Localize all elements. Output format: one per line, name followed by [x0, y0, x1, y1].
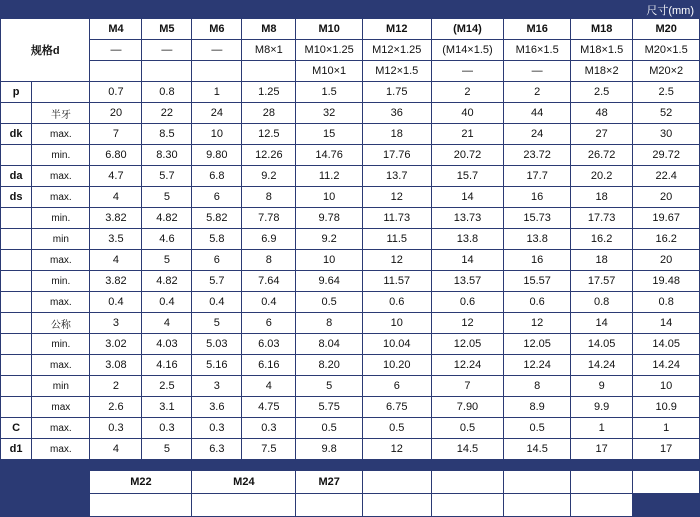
- cell: 15.7: [431, 166, 504, 187]
- row-label: [1, 313, 32, 334]
- pitch3-0: [90, 61, 142, 82]
- cell: 4.7: [90, 166, 142, 187]
- cell: 16: [504, 187, 571, 208]
- cell: 7.78: [242, 208, 296, 229]
- cell: 0.8: [633, 292, 700, 313]
- footer-spec-blank-2: [1, 494, 90, 517]
- footer-empty-1: [362, 471, 431, 494]
- cell: 14: [431, 187, 504, 208]
- cell: 9.78: [296, 208, 363, 229]
- cell: 0.6: [504, 292, 571, 313]
- cell: 10.04: [362, 334, 431, 355]
- cell: 13.8: [431, 229, 504, 250]
- cell: 9.64: [296, 271, 363, 292]
- spec-table: [0, 18, 700, 517]
- cell: 44: [504, 103, 571, 124]
- row-sub: min: [32, 229, 90, 250]
- footer-size-1: M24: [192, 471, 296, 494]
- pitch3-8: M18×2: [570, 61, 632, 82]
- row-sub: max.: [32, 166, 90, 187]
- cell: 3.1: [142, 397, 192, 418]
- cell: 30: [633, 124, 700, 145]
- row-label: [1, 355, 32, 376]
- cell: 9.80: [192, 145, 242, 166]
- cell: 14.5: [504, 439, 571, 460]
- row-label: da: [1, 166, 32, 187]
- header-row-sizes: [1, 19, 700, 40]
- cell: 5.03: [192, 334, 242, 355]
- table-row: [1, 418, 700, 439]
- cell: 12: [362, 187, 431, 208]
- table-row: [1, 376, 700, 397]
- pitch3-1: [142, 61, 192, 82]
- cell: 13.7: [362, 166, 431, 187]
- size-header-3: M8: [242, 19, 296, 40]
- pitch2-1: —: [142, 40, 192, 61]
- cell: 8: [296, 313, 363, 334]
- cell: 8: [504, 376, 571, 397]
- size-header-0: M4: [90, 19, 142, 40]
- cell: 13.57: [431, 271, 504, 292]
- cell: 14.05: [633, 334, 700, 355]
- cell: 0.5: [362, 418, 431, 439]
- cell: 8.9: [504, 397, 571, 418]
- cell: 3: [90, 313, 142, 334]
- row-label: [1, 208, 32, 229]
- row-label: [1, 271, 32, 292]
- row-sub: max.: [32, 124, 90, 145]
- cell: 11.73: [362, 208, 431, 229]
- cell: 8.30: [142, 145, 192, 166]
- footer-cell-2: [296, 494, 363, 517]
- cell: 6.8: [192, 166, 242, 187]
- footer-empty-4: [570, 471, 632, 494]
- cell: 7.90: [431, 397, 504, 418]
- table-row: [1, 187, 700, 208]
- cell: 13.73: [431, 208, 504, 229]
- cell: 24: [504, 124, 571, 145]
- table-row: [1, 82, 700, 103]
- cell: 24: [192, 103, 242, 124]
- cell: 12.5: [242, 124, 296, 145]
- cell: 14: [633, 313, 700, 334]
- cell: 6: [192, 187, 242, 208]
- cell: 20: [633, 250, 700, 271]
- pitch2-8: M18×1.5: [570, 40, 632, 61]
- cell: 12: [362, 250, 431, 271]
- cell: 17.7: [504, 166, 571, 187]
- footer-size-0: M22: [90, 471, 192, 494]
- cell: 0.4: [192, 292, 242, 313]
- cell: 0.5: [296, 292, 363, 313]
- row-sub: max.: [32, 292, 90, 313]
- cell: 20.72: [431, 145, 504, 166]
- table-row: [1, 145, 700, 166]
- pitch2-7: M16×1.5: [504, 40, 571, 61]
- cell: 23.72: [504, 145, 571, 166]
- cell: 10: [192, 124, 242, 145]
- cell: 4: [142, 313, 192, 334]
- cell: 19.67: [633, 208, 700, 229]
- cell: 8: [242, 250, 296, 271]
- unit-note: 尺寸(mm): [646, 5, 694, 17]
- cell: 6: [192, 250, 242, 271]
- cell: 7.5: [242, 439, 296, 460]
- cell: 8: [242, 187, 296, 208]
- cell: 15.57: [504, 271, 571, 292]
- cell: 5: [142, 187, 192, 208]
- spacer-cell: [1, 460, 700, 471]
- pitch2-5: M12×1.25: [362, 40, 431, 61]
- cell: 21: [431, 124, 504, 145]
- cell: 14.24: [570, 355, 632, 376]
- cell: 0.6: [431, 292, 504, 313]
- cell: 5.75: [296, 397, 363, 418]
- cell: 10.9: [633, 397, 700, 418]
- cell: 12: [504, 313, 571, 334]
- cell: 11.2: [296, 166, 363, 187]
- cell: 18: [570, 250, 632, 271]
- cell: 14: [431, 250, 504, 271]
- cell: 22: [142, 103, 192, 124]
- row-sub: min: [32, 376, 90, 397]
- table-row: [1, 292, 700, 313]
- cell: 5: [296, 376, 363, 397]
- cell: 2.5: [142, 376, 192, 397]
- cell: 10: [296, 250, 363, 271]
- cell: 11.5: [362, 229, 431, 250]
- table-row: [1, 103, 700, 124]
- cell: 17.76: [362, 145, 431, 166]
- cell: 6.16: [242, 355, 296, 376]
- row-sub: max.: [32, 418, 90, 439]
- cell: 27: [570, 124, 632, 145]
- size-header-2: M6: [192, 19, 242, 40]
- cell: 17.73: [570, 208, 632, 229]
- cell: 11.57: [362, 271, 431, 292]
- cell: 5.8: [192, 229, 242, 250]
- cell: 7: [90, 124, 142, 145]
- cell: 3.08: [90, 355, 142, 376]
- row-label: [1, 229, 32, 250]
- cell: 0.3: [90, 418, 142, 439]
- cell: 48: [570, 103, 632, 124]
- cell: 0.4: [142, 292, 192, 313]
- row-label: ds: [1, 187, 32, 208]
- row-label: [1, 397, 32, 418]
- row-sub: min.: [32, 271, 90, 292]
- row-sub: max: [32, 397, 90, 418]
- cell: 0.4: [242, 292, 296, 313]
- cell: 28: [242, 103, 296, 124]
- cell: 3.02: [90, 334, 142, 355]
- cell: 26.72: [570, 145, 632, 166]
- cell: 5: [142, 250, 192, 271]
- cell: 17: [633, 439, 700, 460]
- cell: 8.04: [296, 334, 363, 355]
- pitch2-0: —: [90, 40, 142, 61]
- footer-cell-6: [570, 494, 632, 517]
- spec-label: 规格d: [1, 19, 90, 82]
- cell: 20: [90, 103, 142, 124]
- cell: 0.5: [296, 418, 363, 439]
- cell: 2.5: [633, 82, 700, 103]
- cell: 2: [504, 82, 571, 103]
- table-row: [1, 208, 700, 229]
- cell: 3.6: [192, 397, 242, 418]
- cell: 4.03: [142, 334, 192, 355]
- header-row-pitch-2: [1, 61, 700, 82]
- cell: 0.8: [570, 292, 632, 313]
- row-label: C: [1, 418, 32, 439]
- table-row: [1, 166, 700, 187]
- row-label: [1, 376, 32, 397]
- table-row: [1, 439, 700, 460]
- cell: 0.6: [362, 292, 431, 313]
- cell: 18: [362, 124, 431, 145]
- cell: 20.2: [570, 166, 632, 187]
- cell: 0.5: [431, 418, 504, 439]
- pitch3-5: M12×1.5: [362, 61, 431, 82]
- cell: 1.5: [296, 82, 363, 103]
- cell: 3.82: [90, 208, 142, 229]
- pitch2-9: M20×1.5: [633, 40, 700, 61]
- size-header-9: M20: [633, 19, 700, 40]
- cell: 8.5: [142, 124, 192, 145]
- header-row-pitch-1: [1, 40, 700, 61]
- cell: 36: [362, 103, 431, 124]
- cell: 40: [431, 103, 504, 124]
- cell: 14: [570, 313, 632, 334]
- cell: 12.26: [242, 145, 296, 166]
- row-sub: min.: [32, 334, 90, 355]
- cell: 4: [90, 187, 142, 208]
- cell: 15.73: [504, 208, 571, 229]
- row-sub: min.: [32, 145, 90, 166]
- cell: 2.5: [570, 82, 632, 103]
- cell: 7: [431, 376, 504, 397]
- pitch2-4: M10×1.25: [296, 40, 363, 61]
- row-label: [1, 103, 32, 124]
- size-header-7: M16: [504, 19, 571, 40]
- spacer-row: [1, 460, 700, 471]
- footer-empty-2: [431, 471, 504, 494]
- cell: 10: [296, 187, 363, 208]
- row-sub: min.: [32, 208, 90, 229]
- pitch3-6: —: [431, 61, 504, 82]
- cell: 16: [504, 250, 571, 271]
- footer-second-row: [1, 494, 700, 517]
- cell: 3.82: [90, 271, 142, 292]
- row-sub: max.: [32, 355, 90, 376]
- row-label: dk: [1, 124, 32, 145]
- footer-spec-blank: [1, 471, 90, 494]
- row-label: [1, 334, 32, 355]
- cell: 19.48: [633, 271, 700, 292]
- cell: 0.7: [90, 82, 142, 103]
- cell: 6.75: [362, 397, 431, 418]
- cell: 4.16: [142, 355, 192, 376]
- footer-cell-4: [431, 494, 504, 517]
- cell: 3.5: [90, 229, 142, 250]
- cell: 13.8: [504, 229, 571, 250]
- cell: 29.72: [633, 145, 700, 166]
- cell: 4: [90, 250, 142, 271]
- row-label: p: [1, 82, 32, 103]
- size-header-6: (M14): [431, 19, 504, 40]
- cell: 1: [192, 82, 242, 103]
- footer-empty-3: [504, 471, 571, 494]
- cell: 14.05: [570, 334, 632, 355]
- cell: 10.20: [362, 355, 431, 376]
- size-header-4: M10: [296, 19, 363, 40]
- footer-empty-5: [633, 471, 700, 494]
- cell: 6.80: [90, 145, 142, 166]
- cell: 1.75: [362, 82, 431, 103]
- cell: 4.6: [142, 229, 192, 250]
- cell: 22.4: [633, 166, 700, 187]
- cell: 16.2: [570, 229, 632, 250]
- size-header-5: M12: [362, 19, 431, 40]
- cell: 12.24: [431, 355, 504, 376]
- cell: 4.82: [142, 271, 192, 292]
- table-row: [1, 250, 700, 271]
- cell: 3: [192, 376, 242, 397]
- cell: 2: [431, 82, 504, 103]
- footer-cell-1: [192, 494, 296, 517]
- cell: 6: [242, 313, 296, 334]
- row-sub: 半牙: [32, 103, 90, 124]
- cell: 1: [633, 418, 700, 439]
- table-row: [1, 124, 700, 145]
- row-sub: [32, 82, 90, 103]
- cell: 9.9: [570, 397, 632, 418]
- row-sub: max.: [32, 439, 90, 460]
- size-header-1: M5: [142, 19, 192, 40]
- row-sub: 公称: [32, 313, 90, 334]
- pitch3-4: M10×1: [296, 61, 363, 82]
- cell: 0.3: [242, 418, 296, 439]
- cell: 2.6: [90, 397, 142, 418]
- cell: 0.8: [142, 82, 192, 103]
- cell: 6.9: [242, 229, 296, 250]
- cell: 2: [90, 376, 142, 397]
- cell: 1.25: [242, 82, 296, 103]
- cell: 16.2: [633, 229, 700, 250]
- cell: 10: [633, 376, 700, 397]
- cell: 5.7: [142, 166, 192, 187]
- cell: 17.57: [570, 271, 632, 292]
- cell: 9.8: [296, 439, 363, 460]
- footer-header-row: [1, 471, 700, 494]
- table-row: [1, 397, 700, 418]
- row-sub: max.: [32, 250, 90, 271]
- cell: 14.5: [431, 439, 504, 460]
- cell: 5.7: [192, 271, 242, 292]
- cell: 7.64: [242, 271, 296, 292]
- cell: 9: [570, 376, 632, 397]
- pitch2-6: (M14×1.5): [431, 40, 504, 61]
- footer-size-2: M27: [296, 471, 363, 494]
- cell: 15: [296, 124, 363, 145]
- cell: 14.24: [633, 355, 700, 376]
- row-label: [1, 250, 32, 271]
- spec-table-wrapper: [0, 18, 700, 517]
- row-label: [1, 145, 32, 166]
- footer-cell-3: [362, 494, 431, 517]
- row-sub: max.: [32, 187, 90, 208]
- cell: 17: [570, 439, 632, 460]
- cell: 14.76: [296, 145, 363, 166]
- cell: 20: [633, 187, 700, 208]
- size-header-8: M18: [570, 19, 632, 40]
- cell: 6: [362, 376, 431, 397]
- cell: 18: [570, 187, 632, 208]
- cell: 9.2: [296, 229, 363, 250]
- pitch3-7: —: [504, 61, 571, 82]
- pitch2-3: M8×1: [242, 40, 296, 61]
- cell: 4.75: [242, 397, 296, 418]
- row-label: d1: [1, 439, 32, 460]
- footer-cell-5: [504, 494, 571, 517]
- table-row: [1, 313, 700, 334]
- cell: 52: [633, 103, 700, 124]
- pitch2-2: —: [192, 40, 242, 61]
- cell: 4: [90, 439, 142, 460]
- row-label: [1, 292, 32, 313]
- cell: 12.05: [504, 334, 571, 355]
- cell: 6.3: [192, 439, 242, 460]
- cell: 12.05: [431, 334, 504, 355]
- cell: 5: [192, 313, 242, 334]
- cell: 0.3: [192, 418, 242, 439]
- cell: 8.20: [296, 355, 363, 376]
- cell: 5.16: [192, 355, 242, 376]
- cell: 6.03: [242, 334, 296, 355]
- table-row: [1, 355, 700, 376]
- cell: 0.5: [504, 418, 571, 439]
- cell: 5.82: [192, 208, 242, 229]
- table-row: [1, 229, 700, 250]
- cell: 12.24: [504, 355, 571, 376]
- cell: 0.4: [90, 292, 142, 313]
- footer-cell-0: [90, 494, 192, 517]
- cell: 32: [296, 103, 363, 124]
- table-row: [1, 271, 700, 292]
- table-row: [1, 334, 700, 355]
- pitch3-3: [242, 61, 296, 82]
- cell: 5: [142, 439, 192, 460]
- cell: 9.2: [242, 166, 296, 187]
- cell: 12: [431, 313, 504, 334]
- cell: 4.82: [142, 208, 192, 229]
- cell: 10: [362, 313, 431, 334]
- cell: 12: [362, 439, 431, 460]
- cell: 1: [570, 418, 632, 439]
- pitch3-2: [192, 61, 242, 82]
- cell: 0.3: [142, 418, 192, 439]
- pitch3-9: M20×2: [633, 61, 700, 82]
- cell: 4: [242, 376, 296, 397]
